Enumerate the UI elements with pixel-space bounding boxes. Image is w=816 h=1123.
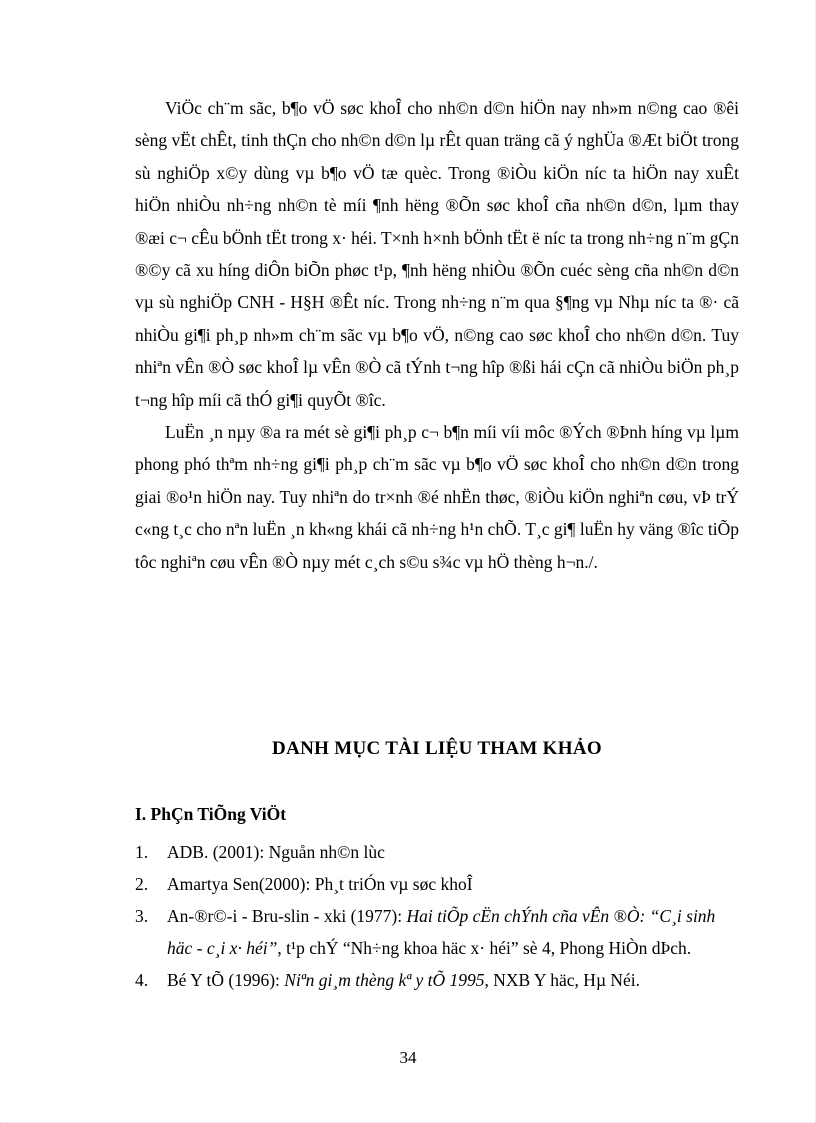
references-heading: DANH MỤC TÀI LIỆU THAM KHẢO bbox=[272, 738, 602, 759]
page-number: 34 bbox=[399, 1048, 417, 1067]
reference-number: 1. bbox=[135, 842, 149, 862]
reference-text: An-®r©-i - Bru-slin - xki (1977): bbox=[167, 906, 407, 926]
body-text bbox=[135, 92, 739, 578]
reference-number: 3. bbox=[135, 906, 149, 926]
reference-text: Amartya Sen(2000): Ph¸t triÓn vµ søc khoÎ bbox=[167, 874, 473, 894]
reference-item bbox=[135, 964, 739, 996]
reference-text-after: , t¹p chÝ “Nh÷ng khoa häc x· héi” sè 4, Phong HiÒn dÞch. bbox=[277, 938, 692, 958]
reference-title: Niªn gi¸m thèng kª y tÕ 1995 bbox=[284, 970, 485, 990]
reference-item bbox=[135, 900, 739, 964]
reference-text: Bé Y tÕ (1996): bbox=[167, 970, 285, 990]
reference-title: Hai tiÕp cËn chÝnh cña vÊn ®Ò: “C¸i sinh häc - c¸i x· héi” bbox=[167, 906, 716, 958]
reference-list bbox=[135, 836, 739, 996]
paragraph-2: LuËn ¸n nµy ®a ra mét sè gi¶i ph¸p c¬ b¶n míi víi môc ®Ých ®Þnh híng vµ lµm phong phó thªm nh÷ng gi¶i ph¸p ch¨m sãc vµ b¶o vÖ søc khoÎ cho nh©n d©n trong giai ®o¹n hiÖn nay. Tuy nhiªn do tr×nh ®é nhËn thøc, ®iÒu kiÖn nghiªn cøu, vÞ trÝ c«ng t¸c cho nªn luËn ¸n kh«ng khái cã nh÷ng h¹n chÕ. T¸c gi¶ luËn hy väng ®îc tiÕp tôc nghiªn cøu vÊn ®Ò nµy mét c¸ch s©u s¾c vµ hÖ thèng h¬n./. bbox=[135, 422, 739, 572]
reference-item bbox=[135, 868, 739, 900]
section-title: I. PhÇn TiÕng ViÖt bbox=[135, 804, 287, 824]
reference-text-after: , NXB Y häc, Hµ Néi. bbox=[484, 970, 641, 990]
reference-text: ADB. (2001): Nguån nh©n lùc bbox=[167, 842, 385, 862]
reference-number: 4. bbox=[135, 970, 149, 990]
reference-item bbox=[135, 836, 739, 868]
paragraph-1: ViÖc ch¨m sãc, b¶o vÖ søc khoÎ cho nh©n d©n hiÖn nay nh»m n©ng cao ®êi sèng vËt chÊt, tinh thÇn cho nh©n d©n lµ rÊt quan träng cã ý nghÜa ®Æt biÖt trong sù nghiÖp x©y dùng vµ b¶o vÖ tæ quèc. Trong ®iÒu kiÖn níc ta hiÖn nay xuÊt hiÖn nhiÒu nh÷ng nh©n tè míi ¶nh hëng ®Õn søc khoÎ cña nh©n d©n, lµm thay ®æi c¬ cÊu bÖnh tËt trong x· héi. T×nh h×nh bÖnh tËt ë níc ta trong nh÷ng n¨m gÇn ®©y cã xu híng diÔn biÕn phøc t¹p, ¶nh hëng nhiÒu ®Õn cuéc sèng cña nh©n d©n vµ sù nghiÖp CNH - H§H ®Êt níc. Trong nh÷ng n¨m qua §¶ng vµ Nhµ níc ta ®· cã nhiÒu gi¶i ph¸p nh»m ch¨m sãc vµ b¶o vÖ, n©ng cao søc khoÎ cho nh©n d©n. Tuy nhiªn vÊn ®Ò søc khoÎ lµ vÊn ®Ò cã tÝnh t¬ng hîp ®ßi hái cÇn cã nhiÒu biÖn ph¸p t¬ng hîp míi cã thÓ gi¶i quyÕt ®îc. bbox=[135, 98, 739, 410]
reference-number: 2. bbox=[135, 874, 149, 894]
